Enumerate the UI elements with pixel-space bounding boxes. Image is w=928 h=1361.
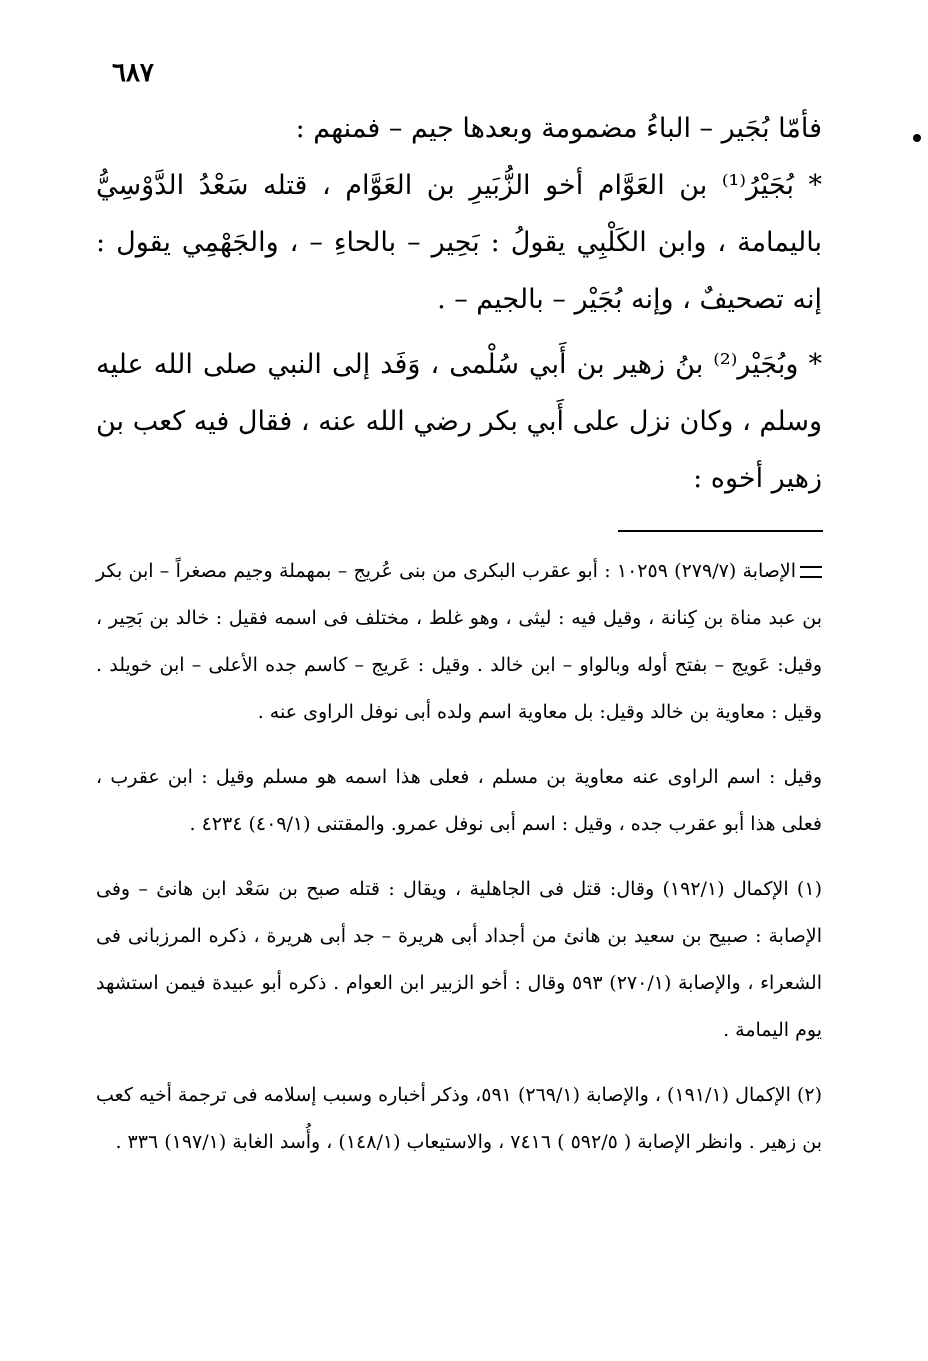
footnotes [96, 548, 822, 1166]
intro-line: فأمّا بُجَير – الباءُ مضمومة وبعدها جيم – فمنهم : [295, 113, 822, 144]
entry-bujayr-ibn-zuhayr: * وبُجَيْر⁽²⁾ بنُ زهير بن أَبي سُلْمى ، وَفَد إلى النبي صلى الله عليه وسلم ، وكان نزل على أَبي بكر رضي الله عنه ، فقال فيه كعب بن زهير أخوه : [96, 349, 822, 494]
footnote-1: (١) الإكمال (١٩٢/١) وقال: قتل فى الجاهلية ، ويقال : قتله صبح بن سَعْد ابن هانئ – وفى الإصابة : صبيح بن سعيد بن هانئ من أجداد أبى هريرة – جد أبى هريرة ، ذكره المرزبانى فى الشعراء ، والإصابة (٢٧٠/١) ٥٩٣ وقال : أخو الزبير ابن العوام . ذكره أبو عبيدة فيمن استشهد يوم اليمامة . [96, 878, 822, 1041]
footnote-separator [618, 530, 823, 532]
continuation-mark [800, 566, 822, 578]
main-text [96, 100, 822, 507]
footnote-continued-2: وقيل : اسم الراوى عنه معاوية بن مسلم ، فعلى هذا اسمه هو مسلم وقيل : ابن عقرب ، فعلى هذا أبو عقرب جده ، وقيل : اسم أبى نوفل عمرو. والمقتنى (٤٠٩/١) ٤٢٣٤ . [96, 766, 823, 835]
footnote-continued-1 [96, 548, 822, 736]
entry-bujayr-ibn-al-awwam: * بُجَيْرُ⁽¹⁾ بن العَوَّام أخو الزُّبَيرِ بن العَوَّام ، قتله سَعْدُ الدَّوْسِيُّ باليمامة ، وابن الكَلْبِي يقولُ : بَحِير – بالحاءِ – ، والجَهْمِي يقول : إنه تصحيفٌ ، وإنه بُجَيْر – بالجيم – . [96, 170, 823, 315]
footnote-continued-1-text: الإصابة (٢٧٩/٧) ١٠٢٥٩ : أبو عقرب البكرى من بنى عُريج – بمهملة وجيم مصغراً – ابن بكر بن عبد مناة بن كِنانة ، وقيل فيه : ليثى ، وهو غلط ، مختلف فى اسمه فقيل : خالد بن بَحِير ، وقيل: عَويج – بفتح أوله وبالواو – ابن خالد . وقيل : عَريج – كاسم جده الأعلى – ابن خويلد . وقيل : معاوية بن خالد وقيل: بل معاوية اسم ولده أبى نوفل الراوى عنه . [96, 560, 822, 723]
margin-dot [913, 134, 921, 142]
page-number: ٦٨٧ [112, 58, 154, 88]
footnote-2: (٢) الإكمال (١٩١/١) ، والإصابة (٢٦٩/١) ٥٩١، وذكر أخباره وسبب إسلامه فى ترجمة أخيه كعب بن زهير . وانظر الإصابة ( ٥٩٢/٥ ) ٧٤١٦ ، والاستيعاب (١٤٨/١) ، وأُسد الغابة (١٩٧/١) ٣٣٦ . [96, 1084, 822, 1153]
